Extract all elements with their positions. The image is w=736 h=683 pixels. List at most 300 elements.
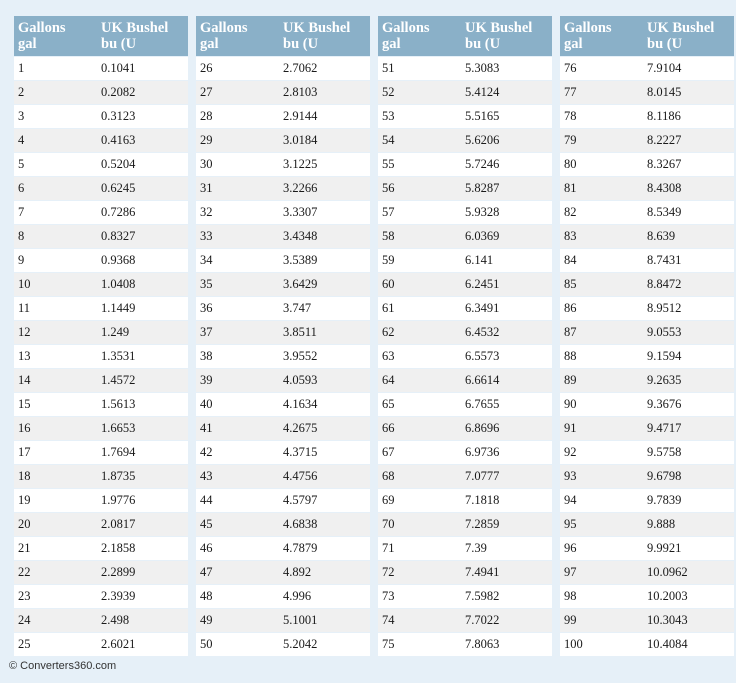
gallons-cell: 97 (560, 561, 643, 584)
gallons-cell: 74 (378, 609, 461, 632)
uk-bushel-cell: 9.6798 (643, 465, 734, 488)
uk-bushel-cell: 4.2675 (279, 417, 370, 440)
uk-bushel-cell: 3.9552 (279, 345, 370, 368)
uk-bushel-column-header (643, 16, 734, 56)
uk-bushel-cell: 8.3267 (643, 153, 734, 176)
gallons-cell: 93 (560, 465, 643, 488)
uk-bushel-cell: 7.9104 (643, 57, 734, 80)
uk-bushel-cell: 5.3083 (461, 57, 552, 80)
table-row (14, 345, 188, 368)
table-row (378, 513, 552, 536)
gallons-cell: 63 (378, 345, 461, 368)
uk-bushel-cell: 7.1818 (461, 489, 552, 512)
table-row (196, 417, 370, 440)
table-row (378, 441, 552, 464)
gallons-cell: 22 (14, 561, 97, 584)
table-row (378, 177, 552, 200)
uk-bushel-cell: 2.3939 (97, 585, 188, 608)
gallons-cell: 35 (196, 273, 279, 296)
uk-bushel-header-line: bu (U (283, 36, 319, 52)
table-row (14, 225, 188, 248)
gallons-cell: 49 (196, 609, 279, 632)
gallons-cell: 16 (14, 417, 97, 440)
uk-bushel-header-line: UK Bushel (101, 20, 169, 36)
gallons-cell: 94 (560, 489, 643, 512)
uk-bushel-cell: 1.9776 (97, 489, 188, 512)
gallons-cell: 9 (14, 249, 97, 272)
table-row (14, 513, 188, 536)
table-row (196, 321, 370, 344)
uk-bushel-header-line: bu (U (647, 36, 683, 52)
table-row (196, 537, 370, 560)
gallons-cell: 29 (196, 129, 279, 152)
conversion-tables (14, 15, 734, 651)
gallons-cell: 17 (14, 441, 97, 464)
table-row (560, 225, 734, 248)
uk-bushel-cell: 8.1186 (643, 105, 734, 128)
gallons-cell: 45 (196, 513, 279, 536)
gallons-cell: 78 (560, 105, 643, 128)
uk-bushel-cell: 0.5204 (97, 153, 188, 176)
uk-bushel-cell: 6.8696 (461, 417, 552, 440)
conversion-table-3 (378, 15, 552, 657)
table-row (560, 609, 734, 632)
gallons-cell: 37 (196, 321, 279, 344)
table-row (196, 153, 370, 176)
table-row (14, 249, 188, 272)
copyright-text: © Converters360.com (9, 660, 117, 672)
uk-bushel-column-header (279, 16, 370, 56)
uk-bushel-cell: 6.7655 (461, 393, 552, 416)
uk-bushel-cell: 5.6206 (461, 129, 552, 152)
gallons-cell: 73 (378, 585, 461, 608)
gallons-cell: 58 (378, 225, 461, 248)
gallons-cell: 32 (196, 201, 279, 224)
gallons-cell: 90 (560, 393, 643, 416)
uk-bushel-cell: 9.4717 (643, 417, 734, 440)
uk-bushel-cell: 1.3531 (97, 345, 188, 368)
table-row (560, 105, 734, 128)
uk-bushel-cell: 2.2899 (97, 561, 188, 584)
uk-bushel-header-line: UK Bushel (283, 20, 351, 36)
table-row (560, 633, 734, 656)
gallons-cell: 54 (378, 129, 461, 152)
gallons-cell: 66 (378, 417, 461, 440)
table-row (378, 609, 552, 632)
uk-bushel-cell: 4.5797 (279, 489, 370, 512)
table-row (560, 489, 734, 512)
table-row (560, 297, 734, 320)
uk-bushel-cell: 1.1449 (97, 297, 188, 320)
table-row (378, 273, 552, 296)
table-row (196, 105, 370, 128)
gallons-cell: 2 (14, 81, 97, 104)
gallons-header-line: gal (200, 36, 219, 52)
gallons-cell: 62 (378, 321, 461, 344)
gallons-cell: 27 (196, 81, 279, 104)
uk-bushel-cell: 0.9368 (97, 249, 188, 272)
table-row (560, 201, 734, 224)
gallons-cell: 15 (14, 393, 97, 416)
uk-bushel-cell: 9.0553 (643, 321, 734, 344)
uk-bushel-cell: 8.7431 (643, 249, 734, 272)
table-header-row (378, 16, 552, 56)
uk-bushel-cell: 2.498 (97, 609, 188, 632)
uk-bushel-cell: 9.2635 (643, 369, 734, 392)
table-row (14, 177, 188, 200)
table-row (560, 81, 734, 104)
gallons-header-line: Gallons (18, 20, 66, 36)
gallons-cell: 71 (378, 537, 461, 560)
uk-bushel-cell: 6.6614 (461, 369, 552, 392)
table-row (196, 249, 370, 272)
gallons-cell: 6 (14, 177, 97, 200)
uk-bushel-cell: 10.0962 (643, 561, 734, 584)
uk-bushel-cell: 8.8472 (643, 273, 734, 296)
table-row (378, 345, 552, 368)
uk-bushel-cell: 9.1594 (643, 345, 734, 368)
uk-bushel-cell: 8.5349 (643, 201, 734, 224)
table-row (196, 225, 370, 248)
gallons-cell: 75 (378, 633, 461, 656)
gallons-cell: 26 (196, 57, 279, 80)
table-row (378, 153, 552, 176)
table-row (14, 633, 188, 656)
gallons-cell: 46 (196, 537, 279, 560)
uk-bushel-cell: 7.5982 (461, 585, 552, 608)
gallons-cell: 28 (196, 105, 279, 128)
uk-bushel-cell: 8.0145 (643, 81, 734, 104)
table-row (560, 369, 734, 392)
uk-bushel-cell: 7.0777 (461, 465, 552, 488)
gallons-cell: 79 (560, 129, 643, 152)
gallons-cell: 98 (560, 585, 643, 608)
table-row (14, 417, 188, 440)
uk-bushel-cell: 1.8735 (97, 465, 188, 488)
uk-bushel-header-line: bu (U (101, 36, 137, 52)
table-row (14, 201, 188, 224)
table-row (378, 105, 552, 128)
uk-bushel-cell: 1.4572 (97, 369, 188, 392)
gallons-cell: 39 (196, 369, 279, 392)
uk-bushel-cell: 0.4163 (97, 129, 188, 152)
table-row (14, 153, 188, 176)
uk-bushel-cell: 6.3491 (461, 297, 552, 320)
gallons-cell: 20 (14, 513, 97, 536)
table-row (560, 129, 734, 152)
gallons-cell: 13 (14, 345, 97, 368)
uk-bushel-cell: 5.1001 (279, 609, 370, 632)
uk-bushel-cell: 1.7694 (97, 441, 188, 464)
gallons-cell: 47 (196, 561, 279, 584)
uk-bushel-cell: 5.5165 (461, 105, 552, 128)
gallons-cell: 69 (378, 489, 461, 512)
table-row (14, 489, 188, 512)
table-row (560, 177, 734, 200)
conversion-table-1 (14, 15, 188, 657)
uk-bushel-cell: 3.1225 (279, 153, 370, 176)
uk-bushel-cell: 0.1041 (97, 57, 188, 80)
conversion-table-4 (560, 15, 734, 657)
table-row (560, 417, 734, 440)
uk-bushel-cell: 0.7286 (97, 201, 188, 224)
table-row (196, 369, 370, 392)
gallons-cell: 76 (560, 57, 643, 80)
gallons-cell: 70 (378, 513, 461, 536)
table-row (378, 321, 552, 344)
table-row (196, 393, 370, 416)
table-row (196, 201, 370, 224)
gallons-cell: 88 (560, 345, 643, 368)
table-row (196, 609, 370, 632)
gallons-cell: 51 (378, 57, 461, 80)
uk-bushel-cell: 3.747 (279, 297, 370, 320)
gallons-cell: 59 (378, 249, 461, 272)
table-row (196, 345, 370, 368)
uk-bushel-cell: 3.2266 (279, 177, 370, 200)
gallons-cell: 23 (14, 585, 97, 608)
gallons-cell: 12 (14, 321, 97, 344)
table-row (378, 57, 552, 80)
table-row (14, 609, 188, 632)
gallons-cell: 61 (378, 297, 461, 320)
gallons-header-line: Gallons (382, 20, 430, 36)
gallons-cell: 52 (378, 81, 461, 104)
table-row (560, 153, 734, 176)
gallons-column-header (196, 16, 279, 56)
gallons-cell: 21 (14, 537, 97, 560)
uk-bushel-cell: 5.2042 (279, 633, 370, 656)
gallons-column-header (14, 16, 97, 56)
uk-bushel-header-line: bu (U (465, 36, 501, 52)
table-row (378, 561, 552, 584)
table-row (378, 465, 552, 488)
uk-bushel-header-line: UK Bushel (465, 20, 533, 36)
table-row (196, 585, 370, 608)
uk-bushel-cell: 6.0369 (461, 225, 552, 248)
gallons-cell: 30 (196, 153, 279, 176)
table-row (378, 225, 552, 248)
table-header-row (14, 16, 188, 56)
gallons-cell: 68 (378, 465, 461, 488)
uk-bushel-cell: 3.4348 (279, 225, 370, 248)
uk-bushel-cell: 4.6838 (279, 513, 370, 536)
table-row (560, 345, 734, 368)
uk-bushel-cell: 7.39 (461, 537, 552, 560)
table-row (14, 57, 188, 80)
table-row (196, 81, 370, 104)
gallons-cell: 56 (378, 177, 461, 200)
uk-bushel-cell: 9.7839 (643, 489, 734, 512)
table-row (560, 561, 734, 584)
table-row (14, 441, 188, 464)
gallons-cell: 60 (378, 273, 461, 296)
gallons-cell: 65 (378, 393, 461, 416)
gallons-header-line: gal (382, 36, 401, 52)
table-row (196, 297, 370, 320)
uk-bushel-cell: 9.9921 (643, 537, 734, 560)
gallons-cell: 24 (14, 609, 97, 632)
table-row (560, 273, 734, 296)
gallons-cell: 3 (14, 105, 97, 128)
table-row (378, 249, 552, 272)
table-row (196, 441, 370, 464)
table-row (378, 297, 552, 320)
uk-bushel-cell: 7.4941 (461, 561, 552, 584)
uk-bushel-cell: 3.6429 (279, 273, 370, 296)
uk-bushel-cell: 5.9328 (461, 201, 552, 224)
uk-bushel-cell: 2.1858 (97, 537, 188, 560)
uk-bushel-cell: 6.4532 (461, 321, 552, 344)
gallons-cell: 11 (14, 297, 97, 320)
table-row (378, 489, 552, 512)
uk-bushel-cell: 1.5613 (97, 393, 188, 416)
uk-bushel-cell: 1.6653 (97, 417, 188, 440)
uk-bushel-cell: 1.249 (97, 321, 188, 344)
uk-bushel-cell: 5.8287 (461, 177, 552, 200)
uk-bushel-cell: 0.2082 (97, 81, 188, 104)
table-row (560, 441, 734, 464)
uk-bushel-cell: 0.6245 (97, 177, 188, 200)
uk-bushel-cell: 2.6021 (97, 633, 188, 656)
uk-bushel-cell: 10.3043 (643, 609, 734, 632)
table-row (14, 561, 188, 584)
gallons-cell: 57 (378, 201, 461, 224)
gallons-cell: 40 (196, 393, 279, 416)
gallons-cell: 77 (560, 81, 643, 104)
table-row (378, 129, 552, 152)
gallons-cell: 55 (378, 153, 461, 176)
gallons-cell: 81 (560, 177, 643, 200)
table-row (14, 465, 188, 488)
gallons-cell: 100 (560, 633, 643, 656)
gallons-cell: 33 (196, 225, 279, 248)
table-row (560, 585, 734, 608)
uk-bushel-header-line: UK Bushel (647, 20, 715, 36)
gallons-cell: 53 (378, 105, 461, 128)
gallons-cell: 91 (560, 417, 643, 440)
uk-bushel-cell: 5.7246 (461, 153, 552, 176)
gallons-cell: 14 (14, 369, 97, 392)
table-row (14, 297, 188, 320)
table-row (196, 489, 370, 512)
table-row (14, 321, 188, 344)
gallons-cell: 43 (196, 465, 279, 488)
gallons-cell: 44 (196, 489, 279, 512)
gallons-header-line: Gallons (564, 20, 612, 36)
table-row (378, 81, 552, 104)
gallons-column-header (560, 16, 643, 56)
uk-bushel-cell: 6.5573 (461, 345, 552, 368)
table-row (196, 633, 370, 656)
table-row (14, 129, 188, 152)
gallons-cell: 10 (14, 273, 97, 296)
gallons-cell: 96 (560, 537, 643, 560)
uk-bushel-cell: 9.888 (643, 513, 734, 536)
gallons-cell: 5 (14, 153, 97, 176)
table-row (560, 321, 734, 344)
table-row (14, 105, 188, 128)
uk-bushel-column-header (97, 16, 188, 56)
gallons-cell: 89 (560, 369, 643, 392)
gallons-cell: 34 (196, 249, 279, 272)
uk-bushel-cell: 10.2003 (643, 585, 734, 608)
uk-bushel-cell: 2.7062 (279, 57, 370, 80)
gallons-header-line: gal (18, 36, 37, 52)
table-row (14, 81, 188, 104)
gallons-cell: 82 (560, 201, 643, 224)
gallons-cell: 38 (196, 345, 279, 368)
uk-bushel-cell: 3.3307 (279, 201, 370, 224)
uk-bushel-cell: 3.8511 (279, 321, 370, 344)
gallons-cell: 87 (560, 321, 643, 344)
uk-bushel-cell: 3.5389 (279, 249, 370, 272)
gallons-cell: 25 (14, 633, 97, 656)
uk-bushel-cell: 8.639 (643, 225, 734, 248)
gallons-cell: 86 (560, 297, 643, 320)
uk-bushel-cell: 4.3715 (279, 441, 370, 464)
gallons-cell: 50 (196, 633, 279, 656)
gallons-cell: 48 (196, 585, 279, 608)
gallons-cell: 19 (14, 489, 97, 512)
gallons-cell: 99 (560, 609, 643, 632)
uk-bushel-cell: 4.1634 (279, 393, 370, 416)
gallons-cell: 36 (196, 297, 279, 320)
table-row (560, 537, 734, 560)
table-row (378, 633, 552, 656)
table-row (378, 417, 552, 440)
gallons-cell: 8 (14, 225, 97, 248)
uk-bushel-cell: 2.8103 (279, 81, 370, 104)
table-row (378, 537, 552, 560)
table-row (196, 129, 370, 152)
gallons-cell: 31 (196, 177, 279, 200)
gallons-cell: 85 (560, 273, 643, 296)
conversion-table-2 (196, 15, 370, 657)
uk-bushel-cell: 4.7879 (279, 537, 370, 560)
uk-bushel-cell: 4.4756 (279, 465, 370, 488)
uk-bushel-cell: 4.996 (279, 585, 370, 608)
table-row (196, 177, 370, 200)
table-row (196, 465, 370, 488)
gallons-cell: 42 (196, 441, 279, 464)
table-row (560, 57, 734, 80)
table-row (196, 561, 370, 584)
gallons-header-line: gal (564, 36, 583, 52)
uk-bushel-cell: 9.5758 (643, 441, 734, 464)
table-row (378, 201, 552, 224)
gallons-cell: 67 (378, 441, 461, 464)
table-row (196, 57, 370, 80)
table-row (14, 585, 188, 608)
table-row (14, 273, 188, 296)
uk-bushel-cell: 8.2227 (643, 129, 734, 152)
gallons-cell: 4 (14, 129, 97, 152)
table-row (378, 369, 552, 392)
table-row (14, 393, 188, 416)
uk-bushel-cell: 6.141 (461, 249, 552, 272)
table-header-row (196, 16, 370, 56)
uk-bushel-cell: 7.8063 (461, 633, 552, 656)
table-header-row (560, 16, 734, 56)
uk-bushel-cell: 9.3676 (643, 393, 734, 416)
uk-bushel-cell: 2.0817 (97, 513, 188, 536)
gallons-cell: 95 (560, 513, 643, 536)
uk-bushel-cell: 3.0184 (279, 129, 370, 152)
uk-bushel-cell: 6.2451 (461, 273, 552, 296)
table-row (196, 513, 370, 536)
gallons-cell: 83 (560, 225, 643, 248)
